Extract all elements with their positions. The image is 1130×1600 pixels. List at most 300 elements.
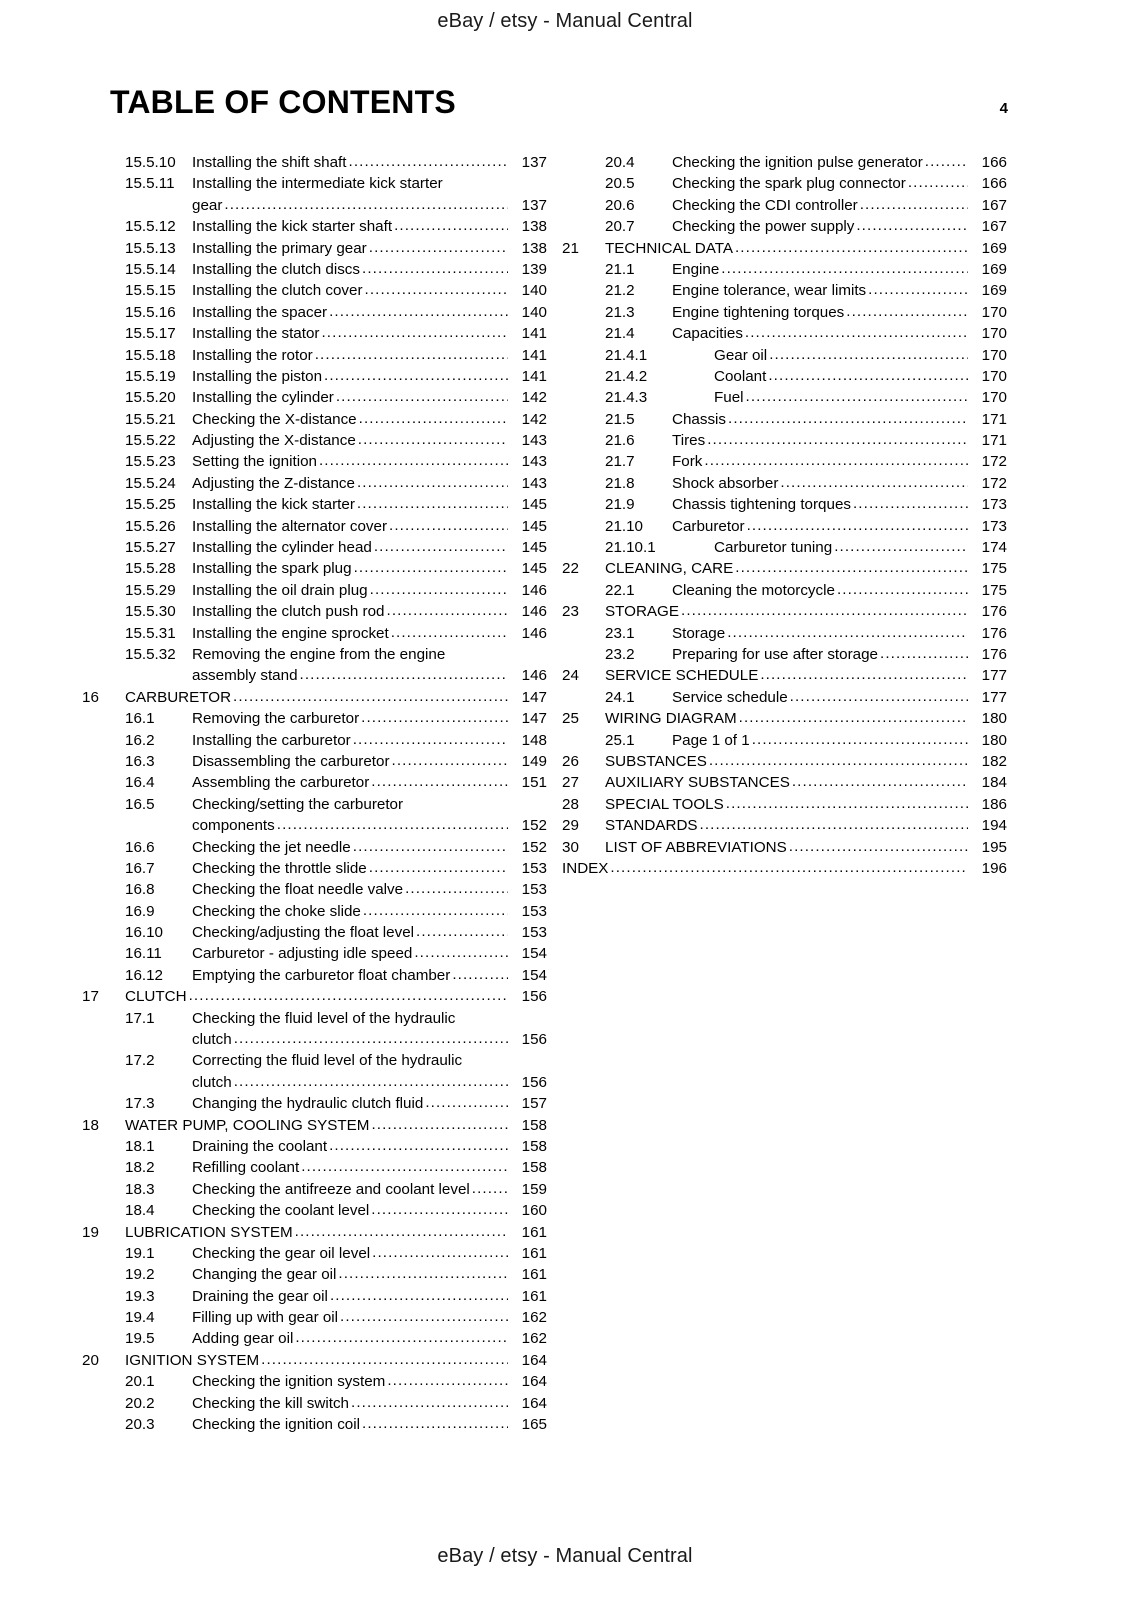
toc-dot-leader (700, 814, 968, 835)
toc-dot-leader (319, 450, 508, 471)
toc-entry-number: 15.5.21 (125, 410, 176, 428)
toc-entry-number: 16.1 (125, 710, 155, 728)
toc-entry[interactable] (82, 302, 547, 323)
toc-entry[interactable] (82, 387, 547, 408)
toc-entry-page: 167 (981, 196, 1007, 214)
toc-entry-number: 15.5.10 (125, 154, 176, 171)
toc-entry-page: 143 (521, 453, 547, 471)
toc-entry-continuation[interactable] (82, 815, 547, 836)
toc-entry[interactable] (82, 986, 547, 1007)
toc-entry-title: Disassembling the carburetor (192, 752, 390, 770)
toc-entry-page: 170 (981, 303, 1007, 321)
toc-entry[interactable] (562, 430, 1007, 451)
toc-entry-page: 169 (981, 260, 1007, 278)
toc-dot-leader (349, 151, 509, 172)
toc-entry[interactable] (82, 965, 547, 986)
toc-dot-leader (233, 686, 508, 707)
toc-dot-leader (353, 836, 508, 857)
toc-entry[interactable] (82, 858, 547, 879)
toc-entry[interactable] (82, 687, 547, 708)
toc-entry-page: 156 (521, 1031, 547, 1049)
toc-entry[interactable] (82, 537, 547, 558)
toc-entry-page: 177 (981, 667, 1007, 685)
toc-entry[interactable] (82, 152, 547, 173)
toc-entry-page: 166 (981, 154, 1007, 171)
toc-entry[interactable] (82, 1050, 547, 1071)
toc-entry-number: 18.4 (125, 1202, 155, 1220)
toc-entry-page: 169 (981, 282, 1007, 300)
toc-entry-page: 146 (521, 603, 547, 621)
toc-entry[interactable] (562, 537, 1007, 558)
toc-dot-leader (392, 750, 508, 771)
toc-dot-leader (234, 1071, 508, 1092)
toc-entry-title: Checking the ignition coil (192, 1416, 361, 1434)
toc-entry-title: Checking the power supply (672, 218, 855, 236)
toc-entry[interactable] (562, 815, 1007, 836)
toc-dot-leader (362, 1413, 508, 1434)
toc-entry[interactable] (562, 473, 1007, 494)
toc-entry[interactable] (562, 216, 1007, 237)
toc-entry-title: Cleaning the motorcycle (672, 581, 835, 599)
toc-entry-title-continued: clutch (192, 1031, 232, 1049)
toc-entry[interactable] (82, 1328, 547, 1349)
toc-entry-page: 143 (521, 474, 547, 492)
toc-dot-leader (728, 408, 968, 429)
toc-entry-number: 20.5 (605, 175, 635, 193)
toc-entry[interactable] (82, 1136, 547, 1157)
toc-entry-page: 180 (981, 710, 1007, 728)
toc-entry-title: Installing the carburetor (192, 731, 351, 749)
toc-entry-number: 16.12 (125, 966, 164, 984)
toc-entry-number: 15.5.28 (125, 560, 176, 578)
toc-entry[interactable] (562, 494, 1007, 515)
toc-entry[interactable] (82, 1222, 547, 1243)
toc-entry-title: Draining the gear oil (192, 1287, 328, 1305)
toc-entry[interactable] (82, 259, 547, 280)
toc-dot-leader (234, 1028, 508, 1049)
toc-entry-number: 19 (82, 1223, 99, 1241)
toc-entry[interactable] (562, 451, 1007, 472)
toc-entry[interactable] (562, 837, 1007, 858)
toc-entry-number: 19.4 (125, 1309, 155, 1327)
toc-entry-page: 152 (521, 817, 547, 835)
toc-entry-page: 176 (981, 603, 1007, 621)
toc-entry[interactable] (82, 280, 547, 301)
toc-dot-leader (709, 750, 968, 771)
toc-dot-leader (387, 1370, 508, 1391)
toc-entry[interactable] (82, 345, 547, 366)
toc-entry[interactable] (82, 1286, 547, 1307)
toc-dot-leader (925, 151, 968, 172)
toc-entry[interactable] (562, 195, 1007, 216)
toc-entry-title: Refilling coolant (192, 1159, 300, 1177)
toc-entry-title: Checking the ignition pulse generator (672, 154, 923, 171)
toc-entry-title: Carburetor tuning (714, 539, 833, 557)
toc-entry-number: 18.1 (125, 1137, 155, 1155)
toc-entry-number: 21.3 (605, 303, 635, 321)
toc-entry-title: Engine (672, 260, 720, 278)
toc-entry-title: Shock absorber (672, 474, 779, 492)
toc-entry-number: 21.10 (605, 517, 644, 535)
toc-entry[interactable] (562, 173, 1007, 194)
toc-entry-title: Installing the kick starter shaft (192, 218, 393, 236)
toc-entry-title: Checking the jet needle (192, 838, 351, 856)
toc-entry[interactable] (82, 922, 547, 943)
toc-entry-page: 137 (521, 196, 547, 214)
toc-entry-page: 173 (981, 496, 1007, 514)
toc-dot-leader (707, 429, 968, 450)
toc-entry[interactable] (82, 1350, 547, 1371)
toc-entry-title: Fork (672, 453, 703, 471)
toc-entry-title: Checking/setting the carburetor (192, 795, 404, 813)
toc-entry-page: 158 (521, 1116, 547, 1134)
toc-dot-leader (394, 215, 508, 236)
toc-entry-page: 169 (981, 239, 1007, 257)
toc-entry-number: 30 (562, 838, 579, 856)
toc-column-right (562, 152, 1007, 879)
toc-entry[interactable] (562, 730, 1007, 751)
toc-entry-title: Removing the engine from the engine (192, 645, 446, 663)
toc-entry[interactable] (562, 323, 1007, 344)
toc-entry[interactable] (562, 794, 1007, 815)
header-watermark: eBay / etsy - Manual Central (437, 10, 693, 32)
toc-entry-title: LIST OF ABBREVIATIONS (605, 838, 787, 856)
toc-dot-leader (414, 942, 508, 963)
toc-entry-number: 21.4.2 (605, 367, 648, 385)
toc-entry-title: SUBSTANCES (605, 752, 707, 770)
toc-entry[interactable] (562, 409, 1007, 430)
toc-entry-title: Checking the fluid level of the hydraulic (192, 1009, 456, 1027)
toc-dot-leader (856, 215, 968, 236)
toc-entry-number: 16.4 (125, 774, 155, 792)
toc-entry[interactable] (82, 1264, 547, 1285)
toc-entry-title: STORAGE (605, 603, 679, 621)
toc-entry-page: 194 (981, 817, 1007, 835)
toc-entry[interactable] (562, 345, 1007, 366)
toc-column-left (82, 152, 547, 1435)
toc-entry-page: 152 (521, 838, 547, 856)
toc-entry[interactable] (82, 1243, 547, 1264)
toc-entry-page: 141 (521, 367, 547, 385)
toc-entry[interactable] (562, 580, 1007, 601)
toc-entry-title: Installing the spark plug (192, 560, 352, 578)
toc-entry[interactable] (562, 280, 1007, 301)
toc-entry-number: 20.7 (605, 218, 635, 236)
toc-entry-title: Removing the carburetor (192, 710, 360, 728)
toc-entry[interactable] (82, 1393, 547, 1414)
toc-entry-number: 17.3 (125, 1095, 155, 1113)
toc-entry-title: Installing the engine sprocket (192, 624, 389, 642)
toc-entry[interactable] (562, 687, 1007, 708)
toc-dot-leader (370, 579, 508, 600)
toc-entry[interactable] (82, 943, 547, 964)
toc-dot-leader (315, 344, 508, 365)
toc-entry[interactable] (82, 730, 547, 751)
toc-entry-number: 15.5.27 (125, 539, 176, 557)
toc-entry-title: Engine tightening torques (672, 303, 845, 321)
toc-entry-page: 147 (521, 688, 547, 706)
toc-entry[interactable] (82, 409, 547, 430)
toc-entry-title: Changing the gear oil (192, 1266, 337, 1284)
toc-dot-leader (372, 1242, 508, 1263)
toc-dot-leader (721, 258, 968, 279)
toc-entry-number: 16.11 (125, 945, 162, 963)
toc-entry[interactable] (82, 601, 547, 622)
toc-entry[interactable] (82, 173, 547, 194)
toc-dot-leader (369, 237, 508, 258)
toc-dot-leader (760, 664, 968, 685)
toc-entry-page: 146 (521, 667, 547, 685)
toc-dot-leader (880, 643, 968, 664)
toc-entry-title: Tires (672, 432, 706, 450)
toc-entry-number: 22.1 (605, 581, 635, 599)
toc-entry-number: 15.5.20 (125, 389, 176, 407)
toc-dot-leader (908, 172, 968, 193)
toc-entry-number: 21.6 (605, 432, 635, 450)
toc-entry-number: 15.5.16 (125, 303, 176, 321)
toc-entry[interactable] (82, 708, 547, 729)
toc-entry-number: 18.3 (125, 1180, 155, 1198)
toc-entry-page: 158 (521, 1159, 547, 1177)
toc-entry-title: CLEANING, CARE (605, 560, 734, 578)
toc-entry-title: Assembling the carburetor (192, 774, 370, 792)
toc-entry-page: 171 (981, 410, 1007, 428)
toc-entry-number: 16.2 (125, 731, 155, 749)
toc-entry-title: Checking the coolant level (192, 1202, 370, 1220)
toc-dot-leader (860, 194, 968, 215)
toc-entry[interactable] (82, 430, 547, 451)
toc-entry-number: 24 (562, 667, 579, 685)
toc-entry[interactable] (82, 1307, 547, 1328)
toc-entry-title-continued: components (192, 817, 275, 835)
toc-entry-page: 158 (521, 1137, 547, 1155)
toc-entry[interactable] (562, 623, 1007, 644)
toc-dot-leader (425, 1092, 508, 1113)
toc-entry-continuation[interactable] (82, 1072, 547, 1093)
toc-entry[interactable] (82, 879, 547, 900)
toc-entry-number: 15.5.29 (125, 581, 176, 599)
toc-entry[interactable] (562, 238, 1007, 259)
toc-entry-page: 196 (981, 859, 1007, 877)
toc-entry-page: 176 (981, 624, 1007, 642)
toc-entry[interactable] (82, 623, 547, 644)
toc-entry[interactable] (82, 1371, 547, 1392)
toc-entry-page: 173 (981, 517, 1007, 535)
toc-entry-number: 20.4 (605, 154, 635, 171)
toc-entry[interactable] (562, 601, 1007, 622)
toc-entry[interactable] (82, 644, 547, 665)
toc-entry[interactable] (82, 494, 547, 515)
toc-entry[interactable] (562, 558, 1007, 579)
toc-dot-leader (789, 836, 968, 857)
toc-dot-leader (371, 771, 508, 792)
toc-entry-number: 21.4 (605, 325, 635, 343)
page-title: TABLE OF CONTENTS (110, 84, 456, 120)
toc-entry-number: 15.5.18 (125, 346, 176, 364)
toc-entry[interactable] (82, 1179, 547, 1200)
toc-dot-leader (338, 1263, 508, 1284)
toc-entry[interactable] (82, 323, 547, 344)
toc-entry-title: Carburetor (672, 517, 745, 535)
toc-entry-number: 16.8 (125, 881, 155, 899)
toc-entry-number: 21.10.1 (605, 539, 656, 557)
toc-entry-number: 15.5.14 (125, 260, 176, 278)
toc-entry-page: 140 (521, 282, 547, 300)
toc-entry-page: 139 (521, 260, 547, 278)
toc-entry-page: 170 (981, 367, 1007, 385)
toc-entry-number: 16.3 (125, 752, 155, 770)
toc-entry-title: Correcting the fluid level of the hydraulic (192, 1052, 463, 1070)
toc-entry[interactable] (562, 858, 1007, 879)
toc-entry-page: 138 (521, 218, 547, 236)
toc-entry-page: 177 (981, 688, 1007, 706)
toc-entry-title: Installing the alternator cover (192, 517, 388, 535)
toc-entry-page: 138 (521, 239, 547, 257)
toc-entry-page: 151 (521, 774, 547, 792)
toc-entry[interactable] (562, 751, 1007, 772)
toc-dot-leader (853, 493, 968, 514)
toc-entry[interactable] (82, 473, 547, 494)
toc-entry[interactable] (82, 837, 547, 858)
toc-entry-title: Coolant (714, 367, 767, 385)
toc-entry-title: Checking the CDI controller (672, 196, 858, 214)
toc-entry[interactable] (562, 644, 1007, 665)
toc-entry-number: 16.7 (125, 859, 155, 877)
toc-entry-title: Chassis (672, 410, 727, 428)
toc-entry[interactable] (562, 665, 1007, 686)
toc-entry-page: 145 (521, 517, 547, 535)
toc-entry-title: Engine tolerance, wear limits (672, 282, 867, 300)
toc-entry-title: Installing the clutch cover (192, 282, 363, 300)
toc-entry-number: 20 (82, 1351, 99, 1369)
toc-entry-title: Installing the intermediate kick starter (192, 175, 443, 193)
toc-entry-title: Installing the piston (192, 367, 323, 385)
toc-entry-number: 15.5.12 (125, 218, 176, 236)
toc-dot-leader (374, 536, 508, 557)
toc-entry-page: 162 (521, 1309, 547, 1327)
toc-entry-page: 160 (521, 1202, 547, 1220)
toc-entry-page: 156 (521, 1073, 547, 1091)
toc-dot-leader (324, 365, 508, 386)
toc-entry-page: 161 (521, 1244, 547, 1262)
toc-entry[interactable] (82, 1093, 547, 1114)
toc-entry[interactable] (82, 1008, 547, 1029)
page-number-folio: 4 (999, 100, 1008, 117)
toc-entry[interactable] (82, 451, 547, 472)
toc-entry-title-continued: gear (192, 196, 223, 214)
toc-entry[interactable] (82, 1200, 547, 1221)
toc-entry-title: IGNITION SYSTEM (125, 1351, 260, 1369)
toc-entry-page: 175 (981, 560, 1007, 578)
toc-entry-page: 143 (521, 432, 547, 450)
toc-entry-number: 19.1 (125, 1244, 155, 1262)
toc-entry-page: 164 (521, 1394, 547, 1412)
toc-entry[interactable] (562, 366, 1007, 387)
toc-entry[interactable] (82, 901, 547, 922)
toc-entry-page: 174 (981, 539, 1007, 557)
toc-entry-number: 21.4.3 (605, 389, 648, 407)
toc-entry-continuation[interactable] (82, 665, 547, 686)
toc-entry-page: 170 (981, 346, 1007, 364)
toc-entry[interactable] (82, 1414, 547, 1435)
toc-entry-page: 145 (521, 539, 547, 557)
toc-dot-leader (357, 493, 508, 514)
toc-dot-leader (357, 472, 508, 493)
toc-dot-leader (329, 301, 508, 322)
toc-dot-leader (792, 771, 968, 792)
toc-dot-leader (769, 344, 968, 365)
toc-entry-number: 15.5.22 (125, 432, 176, 450)
toc-entry[interactable] (82, 516, 547, 537)
toc-entry-page: 153 (521, 902, 547, 920)
toc-entry-title: Emptying the carburetor float chamber (192, 966, 451, 984)
toc-entry-page: 171 (981, 432, 1007, 450)
toc-entry[interactable] (82, 580, 547, 601)
toc-dot-leader (277, 814, 508, 835)
toc-entry-number: 21.9 (605, 496, 635, 514)
toc-entry-number: 17 (82, 988, 99, 1006)
toc-dot-leader (371, 1199, 508, 1220)
toc-dot-leader (610, 857, 968, 878)
toc-entry-number: 15.5.24 (125, 474, 176, 492)
toc-entry-title: Setting the ignition (192, 453, 317, 471)
toc-entry-title: Installing the primary gear (192, 239, 367, 257)
toc-entry[interactable] (562, 259, 1007, 280)
toc-entry-title: Installing the kick starter (192, 496, 355, 514)
toc-entry[interactable] (82, 1115, 547, 1136)
toc-entry[interactable] (562, 152, 1007, 173)
toc-entry-number: 23.2 (605, 645, 635, 663)
toc-entry[interactable] (82, 1157, 547, 1178)
toc-entry[interactable] (82, 238, 547, 259)
toc-entry[interactable] (562, 387, 1007, 408)
toc-entry-number: 15.5.11 (125, 175, 175, 193)
toc-entry-continuation[interactable] (82, 1029, 547, 1050)
toc-entry[interactable] (562, 772, 1007, 793)
toc-dot-leader (387, 600, 509, 621)
toc-entry[interactable] (562, 708, 1007, 729)
toc-entry[interactable] (82, 772, 547, 793)
toc-entry[interactable] (82, 366, 547, 387)
toc-entry[interactable] (82, 558, 547, 579)
toc-entry-number: 21.4.1 (605, 346, 648, 364)
toc-entry-number: 21.1 (605, 260, 635, 278)
toc-entry-continuation[interactable] (82, 195, 547, 216)
toc-dot-leader (358, 429, 508, 450)
toc-entry[interactable] (82, 751, 547, 772)
toc-dot-leader (704, 450, 968, 471)
toc-dot-leader (745, 322, 968, 343)
toc-dot-leader (681, 600, 968, 621)
toc-entry-number: 15.5.26 (125, 517, 176, 535)
toc-entry-title-continued: clutch (192, 1073, 232, 1091)
toc-entry[interactable] (82, 794, 547, 815)
toc-entry[interactable] (82, 216, 547, 237)
toc-entry-title: CARBURETOR (125, 688, 232, 706)
toc-entry[interactable] (562, 302, 1007, 323)
toc-dot-leader (361, 707, 508, 728)
toc-dot-leader (747, 515, 968, 536)
toc-entry[interactable] (562, 516, 1007, 537)
toc-entry-number: 15.5.19 (125, 367, 176, 385)
toc-dot-leader (363, 900, 508, 921)
toc-entry-number: 23 (562, 603, 579, 621)
toc-entry-title: AUXILIARY SUBSTANCES (605, 774, 790, 792)
toc-entry-number: 21.7 (605, 453, 635, 471)
toc-entry-title: Installing the oil drain plug (192, 581, 368, 599)
toc-entry-number: 15.5.30 (125, 603, 176, 621)
toc-entry-page: 145 (521, 496, 547, 514)
